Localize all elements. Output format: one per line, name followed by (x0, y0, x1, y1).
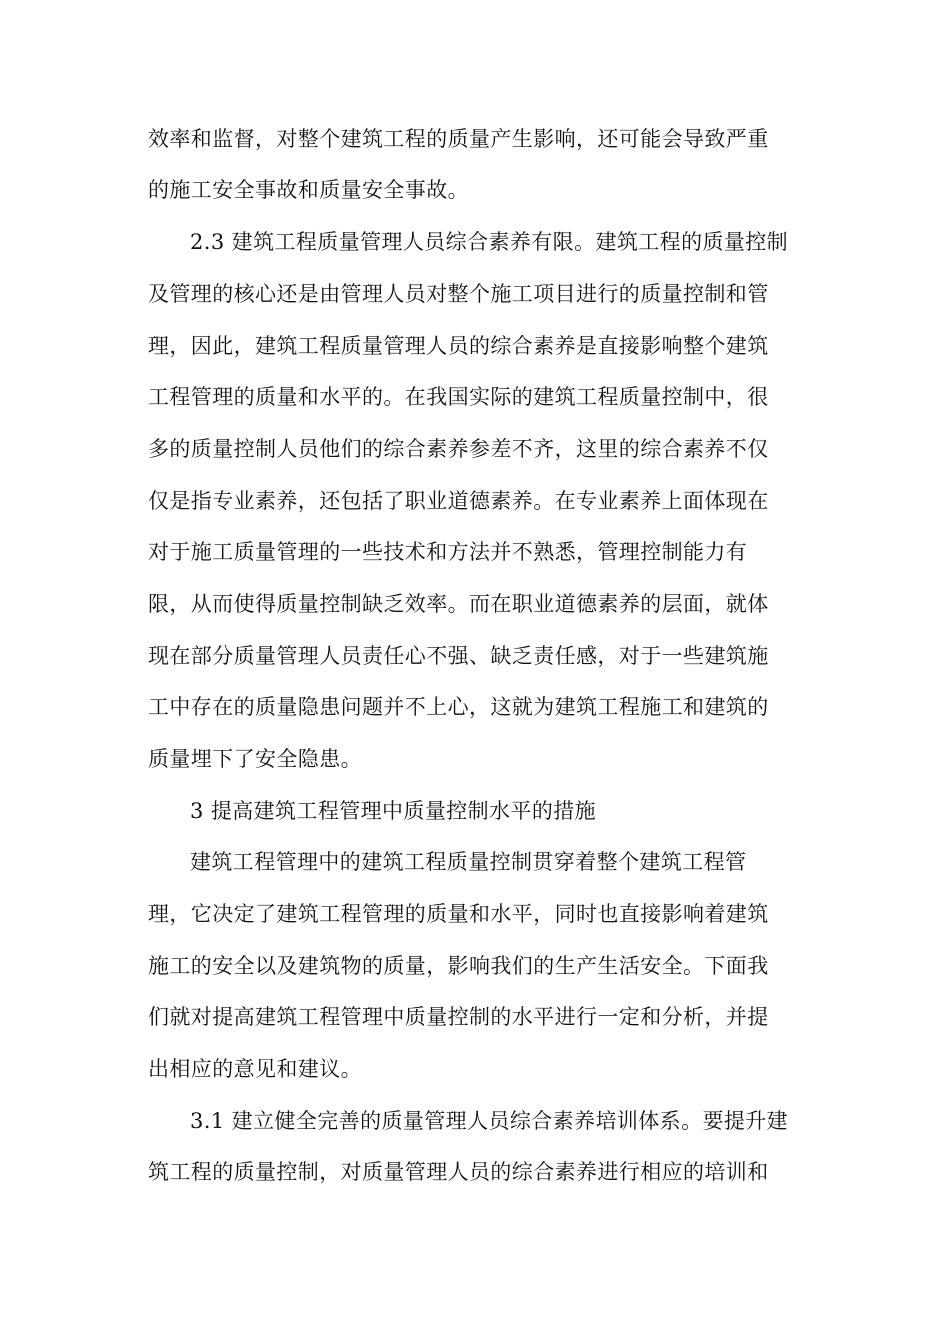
text-line: 质量埋下了安全隐患。 (148, 747, 362, 771)
text-line: 对于施工质量管理的一些技术和方法并不熟悉，管理控制能力有 (148, 540, 748, 564)
text-line: 们就对提高建筑工程管理中质量控制的水平进行一定和分析，并提 (148, 1005, 769, 1029)
section-heading-2-3: 2.3 建筑工程质量管理人员综合素养有限。建筑工程的质量控制 (190, 230, 789, 254)
text-line: 限，从而使得质量控制缺乏效率。而在职业道德素养的层面，就体 (148, 592, 769, 616)
text-line: 出相应的意见和建议。 (148, 1057, 362, 1081)
text-line: 工程管理的质量和水平的。在我国实际的建筑工程质量控制中，很 (148, 385, 769, 409)
text-line: 现在部分质量管理人员责任心不强、缺乏责任感，对于一些建筑施 (148, 644, 769, 668)
text-line: 筑工程的质量控制，对质量管理人员的综合素养进行相应的培训和 (148, 1160, 769, 1184)
text-line: 仅是指专业素养，还包括了职业道德素养。在专业素养上面体现在 (148, 489, 769, 513)
section-heading-3-1: 3.1 建立健全完善的质量管理人员综合素养培训体系。要提升建 (190, 1109, 789, 1133)
text-line: 建筑工程管理中的建筑工程质量控制贯穿着整个建筑工程管 (190, 850, 747, 874)
text-line: 的施工安全事故和质量安全事故。 (148, 178, 469, 202)
text-line: 多的质量控制人员他们的综合素养参差不齐，这里的综合素养不仅 (148, 437, 769, 461)
section-heading-3: 3 提高建筑工程管理中质量控制水平的措施 (190, 799, 597, 823)
text-line: 效率和监督，对整个建筑工程的质量产生影响，还可能会导致严重 (148, 127, 769, 151)
text-line: 理，因此，建筑工程质量管理人员的综合素养是直接影响整个建筑 (148, 334, 769, 358)
text-line: 施工的安全以及建筑物的质量，影响我们的生产生活安全。下面我 (148, 954, 769, 978)
text-line: 及管理的核心还是由管理人员对整个施工项目进行的质量控制和管 (148, 282, 769, 306)
text-line: 理，它决定了建筑工程管理的质量和水平，同时也直接影响着建筑 (148, 902, 769, 926)
text-line: 工中存在的质量隐患问题并不上心，这就为建筑工程施工和建筑的 (148, 695, 769, 719)
